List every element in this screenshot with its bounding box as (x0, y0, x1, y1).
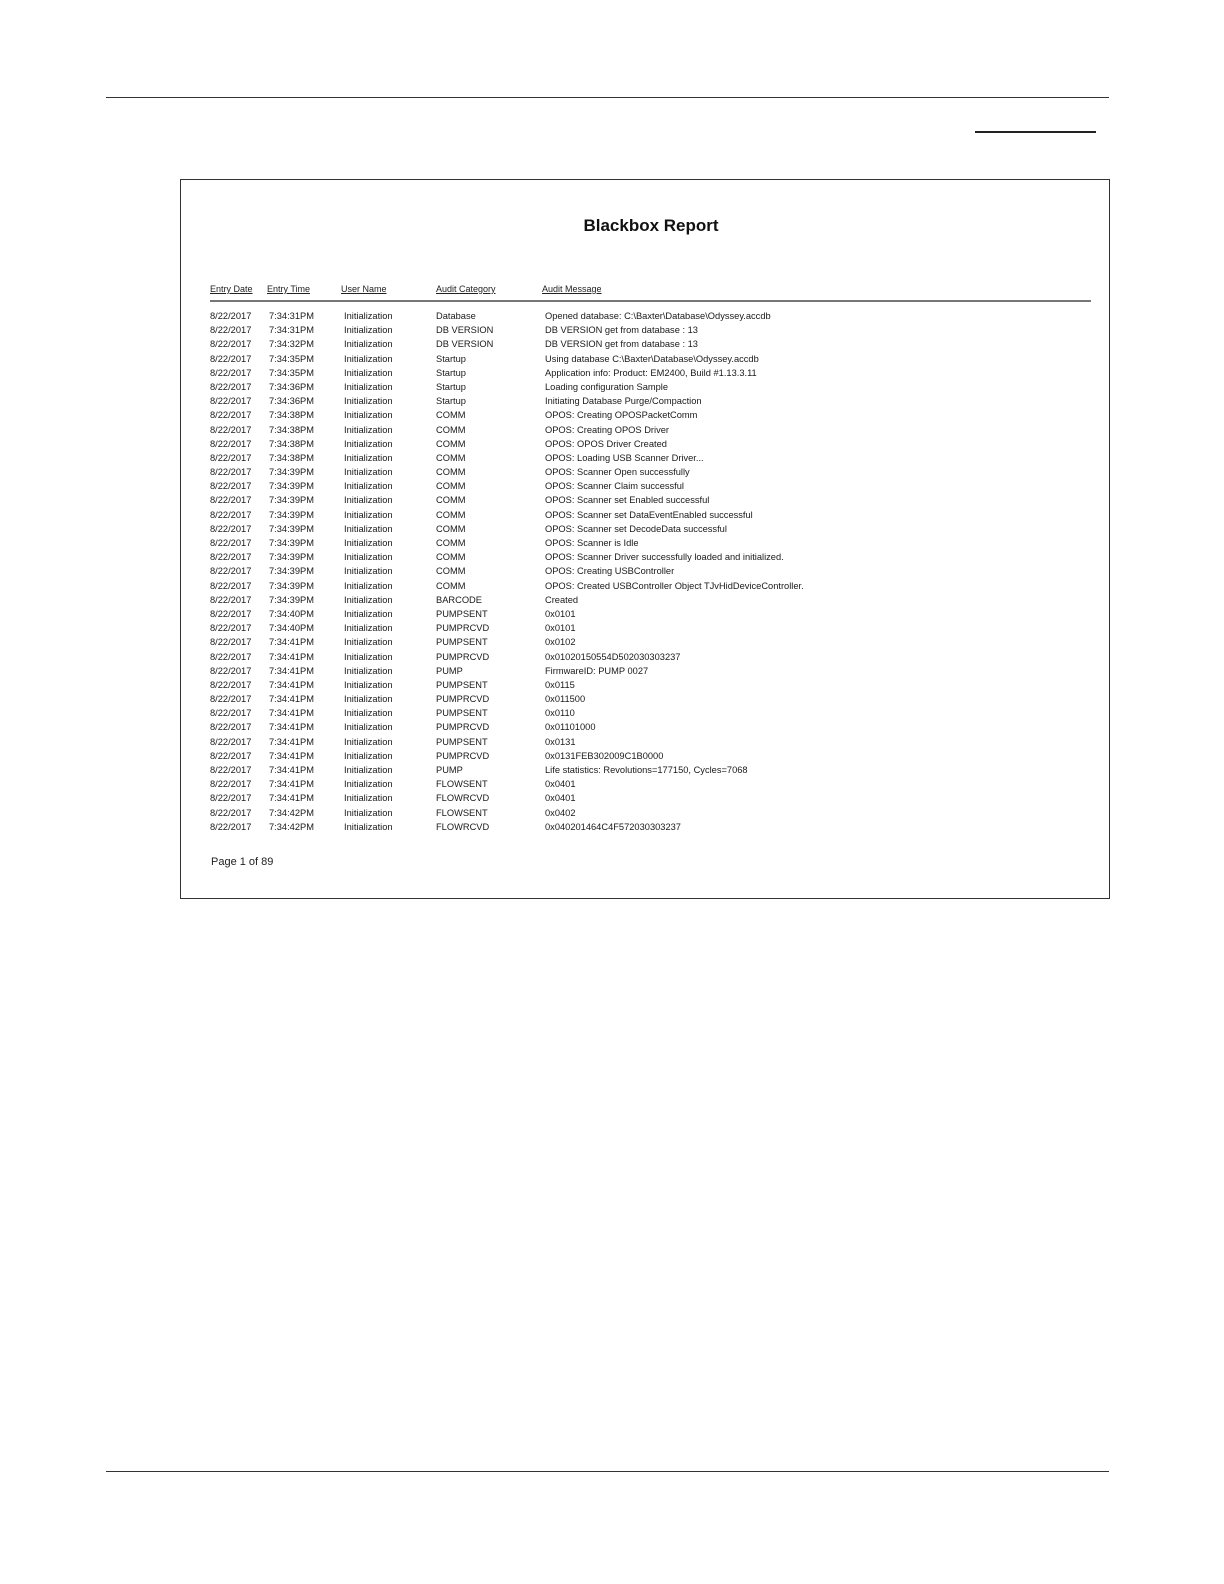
audit-message-cell: Life statistics: Revolutions=177150, Cycles=7068 (545, 765, 748, 775)
table-row (0, 692, 1224, 706)
audit-message-cell: OPOS: Creating OPOSPacketComm (545, 410, 698, 421)
audit-message-cell: Application info: Product: EM2400, Build #1.13.3.11 (545, 367, 757, 378)
entry-date-cell: 8/22/2017 (210, 438, 252, 449)
user-name-cell: Initialization (344, 509, 393, 520)
audit-category-cell: BARCODE (436, 594, 482, 605)
audit-message-cell: 0x0102 (545, 637, 576, 648)
audit-category-cell: COMM (436, 452, 466, 463)
audit-category-cell: COMM (436, 438, 466, 449)
audit-message-cell: 0x0115 (545, 679, 575, 690)
audit-category-cell: COMM (436, 424, 466, 435)
audit-message-cell: OPOS: Scanner is Idle (545, 538, 639, 548)
table-row (0, 309, 1224, 323)
audit-message-cell: Opened database: C:\Baxter\Database\Odyssey.accdb (545, 311, 771, 321)
table-row (0, 522, 1224, 536)
entry-time-cell: 7:34:41PM (269, 637, 314, 648)
entry-time-cell: 7:34:41PM (269, 679, 314, 690)
column-headers (0, 284, 1224, 298)
entry-time-cell: 7:34:36PM (269, 396, 314, 407)
entry-date-cell: 8/22/2017 (210, 779, 252, 790)
entry-date-cell: 8/22/2017 (210, 311, 252, 321)
audit-message-cell: Loading configuration Sample (545, 381, 669, 392)
entry-time-cell: 7:34:41PM (269, 765, 314, 775)
table-row (0, 806, 1224, 820)
audit-log-table (0, 309, 1224, 834)
audit-message-cell: 0x040201464C4F572030303237 (545, 821, 681, 832)
report-page-indicator: Page 1 of 89 (211, 856, 274, 868)
entry-date-cell: 8/22/2017 (210, 495, 252, 506)
entry-date-cell: 8/22/2017 (210, 509, 252, 520)
column-header-entry-date: Entry Date (210, 284, 253, 294)
column-header-entry-time: Entry Time (267, 284, 311, 294)
header-short-rule (975, 131, 1096, 133)
audit-category-cell: PUMPSENT (436, 736, 488, 747)
entry-date-cell: 8/22/2017 (210, 367, 252, 378)
entry-date-cell: 8/22/2017 (210, 580, 252, 591)
audit-message-cell: 0x01101000 (545, 722, 596, 733)
entry-time-cell: 7:34:38PM (269, 452, 314, 463)
table-row (0, 479, 1224, 493)
user-name-cell: Initialization (344, 623, 393, 634)
audit-category-cell: Startup (436, 353, 466, 364)
entry-time-cell: 7:34:41PM (269, 793, 314, 804)
entry-time-cell: 7:34:39PM (269, 580, 314, 591)
table-row (0, 408, 1224, 422)
entry-date-cell: 8/22/2017 (210, 665, 252, 676)
entry-date-cell: 8/22/2017 (210, 381, 252, 392)
entry-time-cell: 7:34:39PM (269, 467, 314, 478)
user-name-cell: Initialization (344, 538, 393, 548)
audit-category-cell: PUMPRCVD (436, 750, 490, 761)
entry-time-cell: 7:34:39PM (269, 495, 314, 506)
audit-message-cell: OPOS: Creating OPOS Driver (545, 424, 669, 435)
entry-date-cell: 8/22/2017 (210, 694, 252, 705)
user-name-cell: Initialization (344, 821, 393, 832)
user-name-cell: Initialization (344, 552, 393, 563)
audit-category-cell: PUMPRCVD (436, 623, 490, 634)
entry-time-cell: 7:34:41PM (269, 708, 314, 719)
audit-category-cell: COMM (436, 566, 466, 577)
entry-time-cell: 7:34:38PM (269, 438, 314, 449)
audit-category-cell: DB VERSION (436, 339, 494, 350)
audit-category-cell: PUMPSENT (436, 637, 488, 648)
user-name-cell: Initialization (344, 580, 393, 591)
audit-message-cell: 0x0401 (545, 793, 576, 804)
entry-time-cell: 7:34:39PM (269, 523, 314, 534)
audit-message-cell: OPOS: Scanner Open successfully (545, 467, 690, 478)
audit-category-cell: FLOWRCVD (436, 793, 490, 804)
audit-message-cell: DB VERSION get from database : 13 (545, 325, 698, 336)
audit-category-cell: COMM (436, 495, 466, 506)
audit-category-cell: FLOWSENT (436, 779, 488, 790)
audit-category-cell: PUMPSENT (436, 608, 488, 619)
audit-category-cell: PUMP (436, 765, 463, 775)
user-name-cell: Initialization (344, 481, 393, 492)
table-row (0, 366, 1224, 380)
table-row (0, 777, 1224, 791)
user-name-cell: Initialization (344, 807, 393, 818)
table-row (0, 735, 1224, 749)
audit-category-cell: COMM (436, 523, 466, 534)
entry-date-cell: 8/22/2017 (210, 623, 252, 634)
audit-message-cell: 0x0131 (545, 736, 576, 747)
entry-time-cell: 7:34:36PM (269, 381, 314, 392)
user-name-cell: Initialization (344, 594, 393, 605)
table-row (0, 706, 1224, 720)
audit-message-cell: 0x011500 (545, 694, 586, 705)
entry-date-cell: 8/22/2017 (210, 679, 252, 690)
table-row (0, 337, 1224, 351)
audit-category-cell: COMM (436, 509, 466, 520)
audit-message-cell: OPOS: Scanner Claim successful (545, 481, 684, 492)
entry-date-cell: 8/22/2017 (210, 736, 252, 747)
column-header-user-name: User Name (341, 284, 387, 294)
user-name-cell: Initialization (344, 665, 393, 676)
table-row (0, 635, 1224, 649)
page-header-rule (106, 97, 1109, 98)
audit-category-cell: PUMPSENT (436, 679, 488, 690)
table-row (0, 493, 1224, 507)
table-row (0, 394, 1224, 408)
entry-date-cell: 8/22/2017 (210, 396, 252, 407)
user-name-cell: Initialization (344, 736, 393, 747)
entry-date-cell: 8/22/2017 (210, 325, 252, 336)
table-row (0, 720, 1224, 734)
user-name-cell: Initialization (344, 467, 393, 478)
table-row (0, 664, 1224, 678)
audit-message-cell: 0x01020150554D502030303237 (545, 651, 681, 662)
entry-date-cell: 8/22/2017 (210, 452, 252, 463)
entry-time-cell: 7:34:32PM (269, 339, 314, 350)
table-row (0, 621, 1224, 635)
entry-date-cell: 8/22/2017 (210, 552, 252, 563)
entry-date-cell: 8/22/2017 (210, 523, 252, 534)
table-row (0, 749, 1224, 763)
user-name-cell: Initialization (344, 438, 393, 449)
table-row (0, 579, 1224, 593)
entry-time-cell: 7:34:41PM (269, 651, 314, 662)
audit-message-cell: DB VERSION get from database : 13 (545, 339, 698, 350)
page-footer-rule (106, 1471, 1109, 1472)
user-name-cell: Initialization (344, 452, 393, 463)
table-row (0, 465, 1224, 479)
entry-time-cell: 7:34:39PM (269, 509, 314, 520)
entry-time-cell: 7:34:41PM (269, 750, 314, 761)
user-name-cell: Initialization (344, 608, 393, 619)
entry-date-cell: 8/22/2017 (210, 481, 252, 492)
audit-category-cell: Startup (436, 381, 466, 392)
audit-category-cell: PUMPRCVD (436, 722, 490, 733)
table-row (0, 352, 1224, 366)
entry-time-cell: 7:34:38PM (269, 424, 314, 435)
table-row (0, 791, 1224, 805)
column-header-audit-category: Audit Category (436, 284, 496, 294)
entry-time-cell: 7:34:40PM (269, 623, 314, 634)
user-name-cell: Initialization (344, 523, 393, 534)
entry-time-cell: 7:34:41PM (269, 779, 314, 790)
column-header-audit-message: Audit Message (542, 284, 602, 294)
table-row (0, 564, 1224, 578)
user-name-cell: Initialization (344, 566, 393, 577)
entry-time-cell: 7:34:31PM (269, 311, 314, 321)
entry-time-cell: 7:34:39PM (269, 538, 314, 548)
audit-category-cell: PUMP (436, 665, 463, 676)
user-name-cell: Initialization (344, 722, 393, 733)
user-name-cell: Initialization (344, 694, 393, 705)
audit-category-cell: COMM (436, 467, 466, 478)
entry-time-cell: 7:34:39PM (269, 594, 314, 605)
table-row (0, 508, 1224, 522)
audit-message-cell: Using database C:\Baxter\Database\Odyssey.accdb (545, 353, 759, 364)
entry-date-cell: 8/22/2017 (210, 538, 252, 548)
entry-time-cell: 7:34:40PM (269, 608, 314, 619)
column-header-divider (210, 300, 1091, 302)
report-title: Blackbox Report (583, 216, 719, 235)
entry-date-cell: 8/22/2017 (210, 566, 252, 577)
user-name-cell: Initialization (344, 410, 393, 421)
user-name-cell: Initialization (344, 367, 393, 378)
entry-time-cell: 7:34:31PM (269, 325, 314, 336)
entry-date-cell: 8/22/2017 (210, 467, 252, 478)
audit-message-cell: FirmwareID: PUMP 0027 (545, 665, 649, 676)
entry-date-cell: 8/22/2017 (210, 807, 252, 818)
entry-date-cell: 8/22/2017 (210, 821, 252, 832)
entry-time-cell: 7:34:41PM (269, 736, 314, 747)
user-name-cell: Initialization (344, 708, 393, 719)
audit-message-cell: OPOS: Scanner set Enabled successful (545, 495, 710, 506)
audit-category-cell: COMM (436, 481, 466, 492)
audit-message-cell: 0x0101 (545, 608, 576, 619)
table-row (0, 380, 1224, 394)
entry-date-cell: 8/22/2017 (210, 339, 252, 350)
audit-category-cell: COMM (436, 552, 466, 563)
table-row (0, 650, 1224, 664)
audit-message-cell: 0x0401 (545, 779, 576, 790)
entry-date-cell: 8/22/2017 (210, 765, 252, 775)
table-row (0, 678, 1224, 692)
entry-time-cell: 7:34:39PM (269, 566, 314, 577)
entry-time-cell: 7:34:41PM (269, 665, 314, 676)
audit-category-cell: PUMPRCVD (436, 694, 490, 705)
entry-date-cell: 8/22/2017 (210, 750, 252, 761)
audit-category-cell: Database (436, 311, 476, 321)
audit-message-cell: 0x0402 (545, 807, 576, 818)
entry-date-cell: 8/22/2017 (210, 793, 252, 804)
user-name-cell: Initialization (344, 495, 393, 506)
table-row (0, 593, 1224, 607)
user-name-cell: Initialization (344, 381, 393, 392)
table-row (0, 607, 1224, 621)
audit-message-cell: OPOS: Creating USBController (545, 566, 675, 577)
audit-category-cell: COMM (436, 538, 466, 548)
table-row (0, 437, 1224, 451)
entry-date-cell: 8/22/2017 (210, 410, 252, 421)
table-row (0, 323, 1224, 337)
audit-category-cell: COMM (436, 580, 466, 591)
audit-message-cell: OPOS: Loading USB Scanner Driver... (545, 452, 704, 463)
user-name-cell: Initialization (344, 311, 393, 321)
entry-date-cell: 8/22/2017 (210, 708, 252, 719)
entry-time-cell: 7:34:38PM (269, 410, 314, 421)
user-name-cell: Initialization (344, 353, 393, 364)
user-name-cell: Initialization (344, 779, 393, 790)
table-row (0, 451, 1224, 465)
audit-message-cell: OPOS: Scanner set DataEventEnabled successful (545, 509, 753, 520)
entry-date-cell: 8/22/2017 (210, 608, 252, 619)
user-name-cell: Initialization (344, 396, 393, 407)
entry-date-cell: 8/22/2017 (210, 594, 252, 605)
table-row (0, 423, 1224, 437)
user-name-cell: Initialization (344, 793, 393, 804)
entry-time-cell: 7:34:39PM (269, 481, 314, 492)
user-name-cell: Initialization (344, 750, 393, 761)
entry-time-cell: 7:34:41PM (269, 694, 314, 705)
audit-message-cell: OPOS: Scanner Driver successfully loaded and initialized. (545, 552, 784, 563)
audit-message-cell: OPOS: OPOS Driver Created (545, 438, 667, 449)
audit-message-cell: 0x0110 (545, 708, 575, 719)
audit-message-cell: 0x0131FEB302009C1B0000 (545, 750, 664, 761)
user-name-cell: Initialization (344, 424, 393, 435)
entry-date-cell: 8/22/2017 (210, 651, 252, 662)
entry-date-cell: 8/22/2017 (210, 722, 252, 733)
audit-message-cell: OPOS: Scanner set DecodeData successful (545, 523, 727, 534)
table-row (0, 820, 1224, 834)
audit-message-cell: OPOS: Created USBController Object TJvHidDeviceController. (545, 580, 804, 591)
user-name-cell: Initialization (344, 679, 393, 690)
entry-time-cell: 7:34:39PM (269, 552, 314, 563)
user-name-cell: Initialization (344, 339, 393, 350)
table-row (0, 536, 1224, 550)
audit-category-cell: PUMPSENT (436, 708, 488, 719)
audit-message-cell: 0x0101 (545, 623, 576, 634)
audit-category-cell: FLOWSENT (436, 807, 488, 818)
audit-category-cell: FLOWRCVD (436, 821, 490, 832)
table-row (0, 550, 1224, 564)
table-row (0, 763, 1224, 777)
entry-time-cell: 7:34:35PM (269, 353, 314, 364)
audit-message-cell: Created (545, 594, 579, 605)
entry-date-cell: 8/22/2017 (210, 637, 252, 648)
audit-message-cell: Initiating Database Purge/Compaction (545, 396, 702, 407)
user-name-cell: Initialization (344, 325, 393, 336)
entry-time-cell: 7:34:35PM (269, 367, 314, 378)
audit-category-cell: PUMPRCVD (436, 651, 490, 662)
entry-date-cell: 8/22/2017 (210, 353, 252, 364)
audit-category-cell: DB VERSION (436, 325, 494, 336)
entry-time-cell: 7:34:42PM (269, 807, 314, 818)
user-name-cell: Initialization (344, 651, 393, 662)
entry-time-cell: 7:34:42PM (269, 821, 314, 832)
user-name-cell: Initialization (344, 765, 393, 775)
audit-category-cell: Startup (436, 396, 466, 407)
audit-category-cell: COMM (436, 410, 466, 421)
audit-category-cell: Startup (436, 367, 466, 378)
user-name-cell: Initialization (344, 637, 393, 648)
entry-time-cell: 7:34:41PM (269, 722, 314, 733)
entry-date-cell: 8/22/2017 (210, 424, 252, 435)
